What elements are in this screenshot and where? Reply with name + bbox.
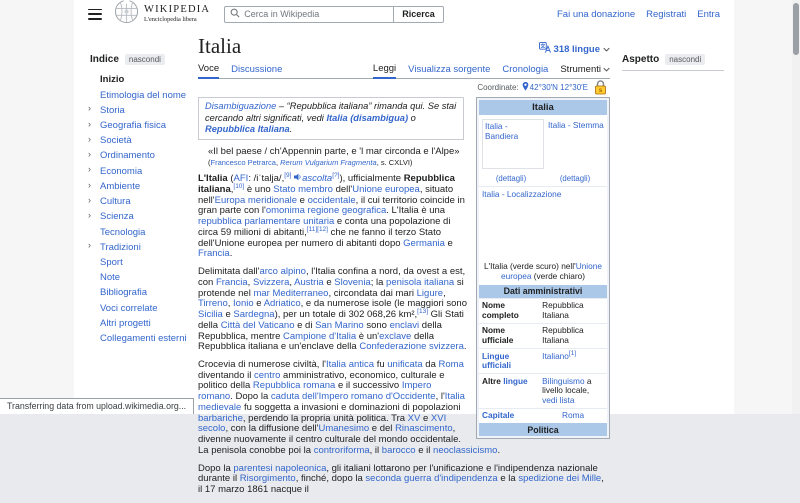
text-run: sono [363,319,390,331]
wiki-link[interactable]: exclave [379,330,412,342]
infobox-section-politica: Politica [479,423,607,436]
infobox-row-label [479,374,539,408]
appearance-hide-button[interactable]: nascondi [665,54,705,65]
toc-item-altri-progetti[interactable]: Altri progetti [100,317,151,329]
wiki-link[interactable]: neoclassicismo [433,444,498,456]
infobox-map-caption [479,260,607,285]
wiki-link[interactable]: Italiano [542,350,569,361]
infobox-row [479,348,607,373]
wiki-link[interactable]: Adriatico [263,298,301,310]
toc-item-tecnologia[interactable]: Tecnologia [100,226,146,238]
toc-item-storia[interactable]: › Storia [88,103,125,116]
text-run: e [253,298,264,310]
wiki-link[interactable]: Rerum Vulgarium Fragmenta [280,158,377,168]
toc-item-geografia-fisica[interactable]: › Geografia fisica [88,118,167,132]
search-button[interactable]: Ricerca [394,6,444,23]
text-run: amministrativo, economico, culturale e politico della [198,369,445,392]
page-title: Italia [198,34,242,58]
wiki-link[interactable]: caduta dell'Impero romano d'Occidente [270,391,436,403]
text-run: fu soggetta a invasioni e dominazioni di popolazioni [241,401,461,413]
wiki-link[interactable]: unificata [387,358,423,370]
infobox-row [479,323,607,348]
wiki-link[interactable]: Italia antica [326,358,375,370]
text-run: è un' [356,330,380,342]
infobox-section-admin: Dati amministrativi [479,285,607,298]
wiki-link[interactable]: Italia medievale [198,391,465,413]
languages-count: 318 lingue [553,43,600,55]
text-run: , [289,276,295,288]
tab-cronologia[interactable]: Cronologia [502,63,549,75]
text-run: , s. CXLVI) [376,158,413,168]
wiki-link[interactable]: Confederazione svizzera [359,341,464,353]
search-field-wrap [224,6,394,23]
wiki-link[interactable]: [?] [332,172,340,180]
toc-expand-icon[interactable]: › [88,164,91,175]
text-run: dell' [332,183,353,195]
text-run: , l' [435,391,445,403]
text-run: Repubblica Italiana [542,325,584,345]
toc-expand-icon[interactable]: › [88,118,91,129]
wiki-link[interactable]: Tirreno [198,298,228,310]
toc-expand-icon[interactable]: › [88,179,91,190]
wikipedia-page [74,0,734,496]
text-run: , perdendo la propria unità politica. Tra [242,412,408,424]
toc-item-inizio[interactable]: Inizio [100,74,125,86]
wiki-link[interactable]: omonima regione geografica [265,205,387,217]
text-run: Crocevia di numerose civiltà, l' [198,358,326,370]
user-links [557,9,720,20]
infobox-row-value [539,374,607,408]
infobox-flag-placeholder[interactable]: Italia - Bandiera [482,119,544,169]
wiki-link[interactable]: Capitale [482,410,515,421]
infobox-stemma-link[interactable]: Italia - Stemma [548,120,604,130]
toc-list [90,73,198,347]
text-run: , l'Italia confina a nord, da ovest a est, con [198,266,466,288]
header-link-registrati[interactable]: Registrati [646,8,687,20]
wiki-link[interactable]: Italia (disambigua) [326,112,409,123]
text-run: ), ufficialmente [339,173,404,185]
coordinates-row [198,79,610,95]
map-pin-icon [522,82,529,93]
text-run: Nome ufficiale [482,325,514,345]
toc-item-note[interactable]: Note [100,272,121,284]
toc-item-tradizioni[interactable]: › Tradizioni [88,240,141,253]
tab-discussione[interactable]: Discussione [231,63,283,75]
text-run: . Dopo la [230,391,271,403]
text-run: e conta una popolazione di circa 59 milioni di abitanti, [198,216,451,238]
flag-details-link[interactable]: (dettagli) [495,174,527,183]
wiki-link[interactable]: Stato membro [273,183,333,195]
infobox-rows [479,298,607,423]
wiki-link[interactable]: Germania [403,237,445,249]
wiki-link[interactable]: vedi lista [542,394,575,405]
infobox-row-label [479,299,539,323]
wiki-link[interactable]: parentesi napoleonica [233,462,327,474]
text-run: a livello locale, [542,375,592,396]
infobox [476,97,610,439]
wiki-link[interactable]: Repubblica Italiana [205,124,290,135]
wikipedia-globe-icon [114,0,139,29]
text-run: Nome completo [482,300,519,320]
infobox-row-value [539,299,607,323]
site-header [74,0,734,28]
wiki-link[interactable]: arco alpino [259,266,306,278]
text-run: da [422,358,439,370]
text-run: , il cui territorio coincide in gran parte con l' [198,194,465,217]
text-run: L'Italia [198,173,228,185]
wiki-link[interactable]: Austria [294,276,324,288]
toc-expand-icon[interactable]: › [88,194,91,205]
text-run: . [289,124,293,135]
text-run: , finché, dopo la [295,473,366,485]
wiki-link[interactable]: [1] [568,349,577,357]
text-run: fu [374,358,388,370]
wiki-link[interactable]: Sardegna [233,309,275,321]
text-run: (verde chiaro) [531,270,585,281]
wiki-link[interactable]: ascolta [302,173,333,185]
appearance-title: Aspetto [622,54,660,65]
text-run: è uno [244,183,274,195]
logo-tagline: L'enciclopedia libera [144,15,197,23]
text-run: della Repubblica italiana e un'enclave della [198,330,435,353]
toc-item-economia[interactable]: › Economia [88,164,143,177]
toc-expand-icon[interactable]: › [88,103,91,114]
toc-item-ordinamento[interactable]: › Ordinamento [88,149,155,162]
toc-item-scienza[interactable]: › Scienza [88,209,134,223]
search-input[interactable] [244,9,388,19]
text-run: e la [497,473,519,485]
text-run: o [408,112,416,123]
svg-text:s: s [598,87,603,94]
text-run: , [230,183,234,195]
wiki-link[interactable]: controriforma [313,444,370,456]
text-run: diventando il [198,369,254,381]
text-run: , [227,298,234,310]
text-run: , con la diffusione dell' [225,423,319,435]
chevron-down-icon [603,67,610,72]
infobox-map-link[interactable]: Italia - Localizzazione [482,189,562,199]
text-run: – “Repubblica italiana” rimanda qui. Se stai cercando altri significati, vedi [205,101,457,123]
wiki-link[interactable]: [11][12] [306,225,328,233]
quote-text: «Il bel paese / ch'Appennin parte, e 'l mar circonda e l'Alpe» [208,145,460,157]
text-run: , e da numerose isole (le maggiori sono [300,298,467,310]
text-run: , [247,276,253,288]
text-run: : /iˈtalja/, [248,173,285,185]
wiki-link[interactable]: Roma [438,358,464,370]
infobox-row-value [539,349,607,373]
languages-button[interactable] [539,42,610,59]
wikipedia-logo[interactable] [114,0,210,29]
text-run: , il 17 marzo 1861 nacque il [198,473,604,496]
text-run: , [443,287,446,299]
text-run: Dopo la [198,462,234,474]
infobox-row-label [479,409,539,424]
text-run: e [420,412,431,424]
wiki-link[interactable]: Ionio [233,298,254,310]
infobox-row-value [539,409,607,424]
text-run: che ne fanno il terzo Stato dell'Unione europea per numero di abitanti dopo [198,226,442,249]
toc-title: Indice [90,54,119,65]
wiki-link[interactable]: Umanesimo [318,423,370,435]
wiki-link[interactable]: Slovenia [334,276,371,288]
protection-lock-icon[interactable] [594,80,607,97]
wiki-link[interactable]: Unione europea [501,261,602,281]
text-run: Gli Stati della [198,309,464,331]
wiki-link[interactable]: Francia [215,276,248,288]
text-run: ), per un totale di 302 068,26 km², [274,309,418,321]
wiki-link[interactable]: AFI [233,173,249,185]
search-icon [230,5,240,23]
toc-item-bibliografia[interactable]: Bibliografia [100,287,147,299]
text-run: e il [415,444,434,456]
infobox-row-label [479,324,539,348]
wiki-link[interactable]: [13] [417,307,429,315]
wiki-link[interactable]: barocco [381,444,416,456]
text-run: Delimitata dall' [198,266,260,278]
text-run: e [297,194,308,206]
wiki-link[interactable]: Unione europea [352,183,420,195]
text-run: Altre [482,375,504,386]
appearance-panel [610,28,734,503]
page-body [74,28,734,503]
wikipedia-wordmark [144,5,210,23]
wiki-link[interactable]: Città del Vaticano [220,319,295,331]
text-run: ; la [370,276,387,288]
chevron-down-icon [603,47,610,52]
infobox-row [479,373,607,408]
toc-expand-icon[interactable]: › [88,149,91,160]
wiki-link[interactable]: [10] [233,182,245,190]
wiki-link[interactable]: lingue [503,375,528,386]
scrollbar[interactable] [792,0,800,414]
text-run: , situato nell' [198,183,454,206]
text-run: e del [369,423,396,435]
wiki-link[interactable]: [9] [284,172,292,180]
wiki-link[interactable]: Risorgimento [239,473,296,485]
text-run: , divenne nuovamente il centro culturale del mondo occidentale. La penisola conobbe poi la [198,423,461,456]
text-run: e [222,309,234,321]
wiki-link[interactable]: seconda guerra d'indipendenza [365,473,498,485]
disambiguation-hatnote [198,97,464,140]
text-run: , gli italiani lottarono per l'unificazione e l'indipendenza nazionale durante il [198,462,598,485]
infobox-map-placeholder [479,186,607,260]
wiki-link[interactable]: Roma [562,410,585,421]
wiki-link[interactable]: Ligure [416,287,444,299]
text-run: Repubblica italiana [198,173,455,195]
text-run: , il [369,444,382,456]
table-of-contents [90,28,198,503]
wiki-link[interactable]: centro [253,369,281,381]
wiki-link[interactable]: Francesco Petrarca [210,158,276,168]
toc-item-etimologia-del-nome[interactable]: Etimologia del nome [100,89,187,101]
toc-item-sport[interactable]: Sport [100,257,123,269]
toc-item-voci-correlate[interactable]: Voci correlate [100,302,158,314]
coordinates-value[interactable]: 42°30′N 12°30′E [529,83,588,92]
text-run: e [444,237,453,249]
main-menu-icon[interactable] [88,9,102,20]
browser-status-text: Transferring data from upload.wikimedia.org... [0,398,194,414]
text-run: della Repubblica, mentre [198,319,442,342]
text-run: , circondata dai mari [328,287,417,299]
toc-item-societ-[interactable]: › Società [88,133,132,147]
wiki-link[interactable]: enclavi [389,319,420,331]
tab-visualizza-sorgente[interactable]: Visualizza sorgente [408,63,491,75]
tab-voce[interactable]: Voce [198,61,219,79]
text-run: e il successivo [335,380,402,392]
toc-expand-icon[interactable]: › [88,240,91,251]
text-run: ( [208,158,211,168]
wiki-link[interactable]: Lingue ufficiali [482,350,512,371]
wiki-link[interactable]: Disambiguazione [205,101,277,111]
toc-item-collegamenti-esterni[interactable]: Collegamenti esterni [100,333,187,345]
wiki-link[interactable]: occidentale [307,194,356,206]
text-run: Repubblica Italiana [542,300,584,320]
text-run: . [463,341,467,353]
infobox-row [479,298,607,323]
text-run: e di [294,319,316,331]
toc-expand-icon[interactable]: › [88,209,91,220]
search-bar [224,6,444,23]
wiki-link[interactable]: Repubblica romana [252,380,336,392]
text-run: , [275,158,281,168]
wiki-link[interactable]: Sicilia [198,309,223,321]
toc-expand-icon[interactable]: › [88,133,91,144]
scrollbar-thumb[interactable] [793,3,799,55]
wiki-link[interactable]: Francia [198,248,230,260]
coordinates-label: Coordinate: [477,83,519,92]
infobox-title: Italia [479,100,607,115]
logo-title: WIKIPEDIA [144,4,211,16]
wiki-link[interactable]: XV [407,412,421,424]
text-run: . [229,248,233,260]
article [198,28,610,503]
wiki-link[interactable]: XVI secolo [198,412,447,435]
infobox-row [479,408,607,424]
wiki-link[interactable]: Rinascimento [395,423,453,435]
header-link-fai-una-donazione[interactable]: Fai una donazione [556,8,636,20]
text-run: si protende nel [198,276,464,299]
infobox-row-label [479,349,539,373]
text-run: . L'Italia è una [386,205,446,217]
toc-item-cultura[interactable]: › Cultura [88,194,131,208]
wiki-link[interactable]: Svizzera [252,276,290,288]
wiki-link[interactable]: spedizione dei Mille [518,473,602,485]
article-tabs [198,61,610,79]
tab-strumenti[interactable]: Strumenti [560,61,610,78]
wiki-link[interactable]: mar Mediterraneo [253,287,329,299]
wiki-link[interactable]: penisola italiana [386,276,455,288]
text-run: e [323,276,335,288]
language-icon [539,42,551,56]
wiki-link[interactable]: repubblica parlamentare unitaria [198,216,335,228]
wiki-link[interactable]: barbariche [198,412,243,424]
wiki-link[interactable]: Bilinguismo [542,375,585,386]
infobox-row-value [539,324,607,348]
paragraph [198,464,610,496]
toc-item-ambiente[interactable]: › Ambiente [88,179,141,192]
wiki-link[interactable]: Impero romano [198,380,432,403]
text-run: L'Italia (verde scuro) nell' [483,261,576,271]
wiki-link[interactable]: San Marino [315,319,364,331]
tab-leggi[interactable]: Leggi [373,61,396,79]
text-run: ( [227,173,234,185]
stemma-details-link[interactable]: (dettagli) [559,174,591,183]
wiki-link[interactable]: Europa meridionale [214,194,297,206]
header-link-entra[interactable]: Entra [697,8,720,20]
text-run: . [497,444,501,456]
wiki-link[interactable]: Campione d'Italia [283,330,357,342]
toc-hide-button[interactable]: nascondi [125,54,165,65]
